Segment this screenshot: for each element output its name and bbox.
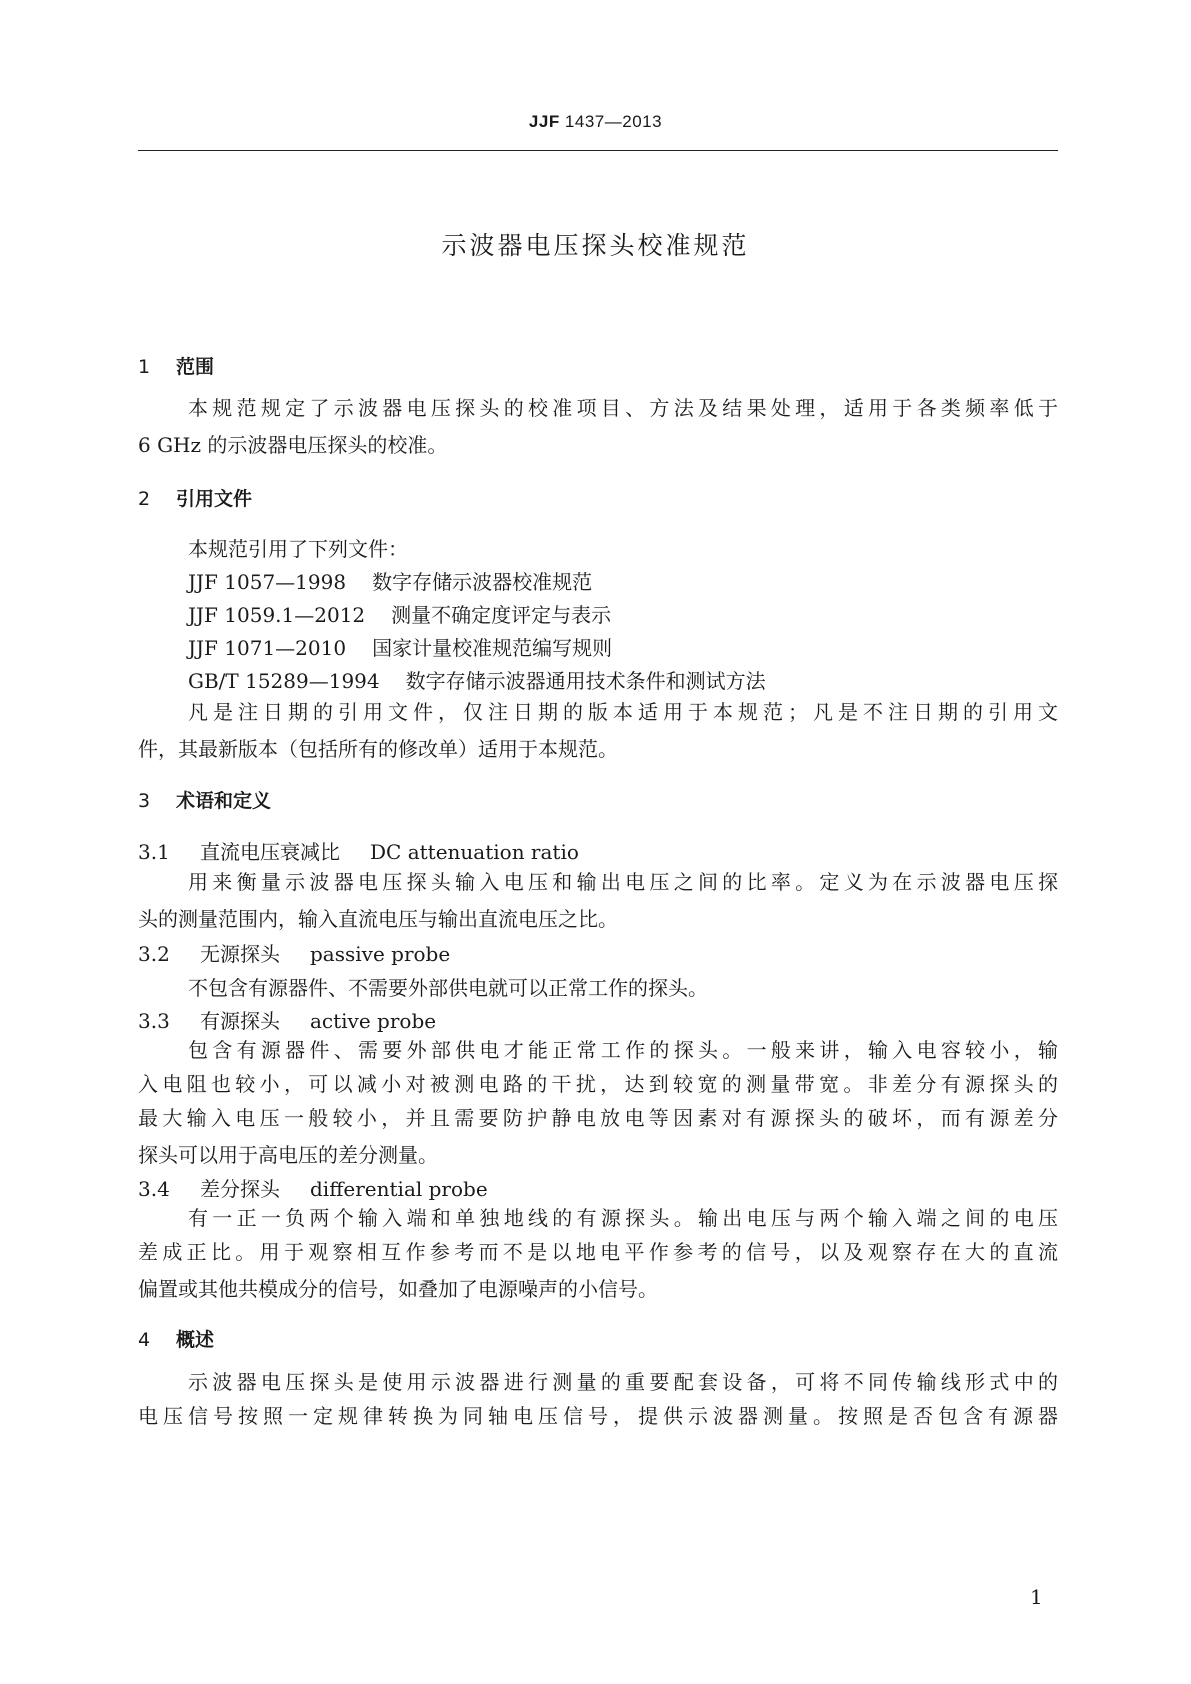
s2-intro: 本规范引用了下列文件： (188, 537, 408, 561)
term-heading-3-3: 3.3 有源探头 active probe (138, 1009, 437, 1033)
page-title: 示波器电压探头校准规范 (441, 231, 750, 260)
term-3-3-line-4: 探头可以用于高电压的差分测量。 (138, 1143, 438, 1167)
reference-item: JJF 1059.1—2012 测量不确定度评定与表示 (188, 603, 612, 627)
term-3-3-line-1: 包含有源器件、需要外部供电才能正常工作的探头。一般来讲，输入电容较小，输 (188, 1038, 1058, 1062)
reference-item: JJF 1071—2010 国家计量校准规范编写规则 (188, 636, 613, 660)
term-3-4-line-1: 有一正一负两个输入端和单独地线的有源探头。输出电压与两个输入端之间的电压 (188, 1206, 1058, 1230)
term-3-3-line-3: 最大输入电压一般较小，并且需要防护静电放电等因素对有源探头的破坏，而有源差分 (138, 1106, 1058, 1130)
s1-paragraph-line-1: 本规范规定了示波器电压探头的校准项目、方法及结果处理，适用于各类频率低于 (188, 396, 1058, 420)
document-code-header: JJF 1437—2013 (528, 112, 663, 131)
term-heading-3-4: 3.4 差分探头 differential probe (138, 1177, 488, 1201)
s2-note-line-2: 件，其最新版本（包括所有的修改单）适用于本规范。 (138, 737, 618, 761)
term-3-4-line-3: 偏置或其他共模成分的信号，如叠加了电源噪声的小信号。 (138, 1277, 658, 1301)
header-rule (138, 150, 1058, 151)
term-3-1-line-2: 头的测量范围内，输入直流电压与输出直流电压之比。 (138, 907, 618, 931)
reference-item: JJF 1057—1998 数字存储示波器校准规范 (188, 570, 593, 594)
section-heading-1: 1 范围 (138, 356, 215, 378)
s4-paragraph-line-1: 示波器电压探头是使用示波器进行测量的重要配套设备，可将不同传输线形式中的 (188, 1370, 1058, 1394)
page-number: 1 (1030, 1585, 1043, 1609)
term-3-4-line-2: 差成正比。用于观察相互作参考而不是以地电平作参考的信号，以及观察存在大的直流 (138, 1240, 1058, 1264)
section-heading-4: 4 概述 (138, 1329, 215, 1351)
s4-paragraph-line-2: 电压信号按照一定规律转换为同轴电压信号，提供示波器测量。按照是否包含有源器 (138, 1404, 1058, 1428)
s2-note-line-1: 凡是注日期的引用文件，仅注日期的版本适用于本规范；凡是不注日期的引用文 (188, 700, 1058, 724)
s1-paragraph-line-2: 6 GHz 的示波器电压探头的校准。 (138, 433, 448, 457)
section-heading-3: 3 术语和定义 (138, 790, 272, 812)
reference-item: GB/T 15289—1994 数字存储示波器通用技术条件和测试方法 (188, 669, 766, 693)
term-3-3-line-2: 入电阻也较小，可以减小对被测电路的干扰，达到较宽的测量带宽。非差分有源探头的 (138, 1072, 1058, 1096)
term-3-2-line-1: 不包含有源器件、不需要外部供电就可以正常工作的探头。 (188, 976, 708, 1000)
term-3-1-line-1: 用来衡量示波器电压探头输入电压和输出电压之间的比率。定义为在示波器电压探 (188, 870, 1058, 894)
term-heading-3-1: 3.1 直流电压衰减比 DC attenuation ratio (138, 840, 579, 864)
section-heading-2: 2 引用文件 (138, 488, 253, 510)
term-heading-3-2: 3.2 无源探头 passive probe (138, 942, 451, 966)
